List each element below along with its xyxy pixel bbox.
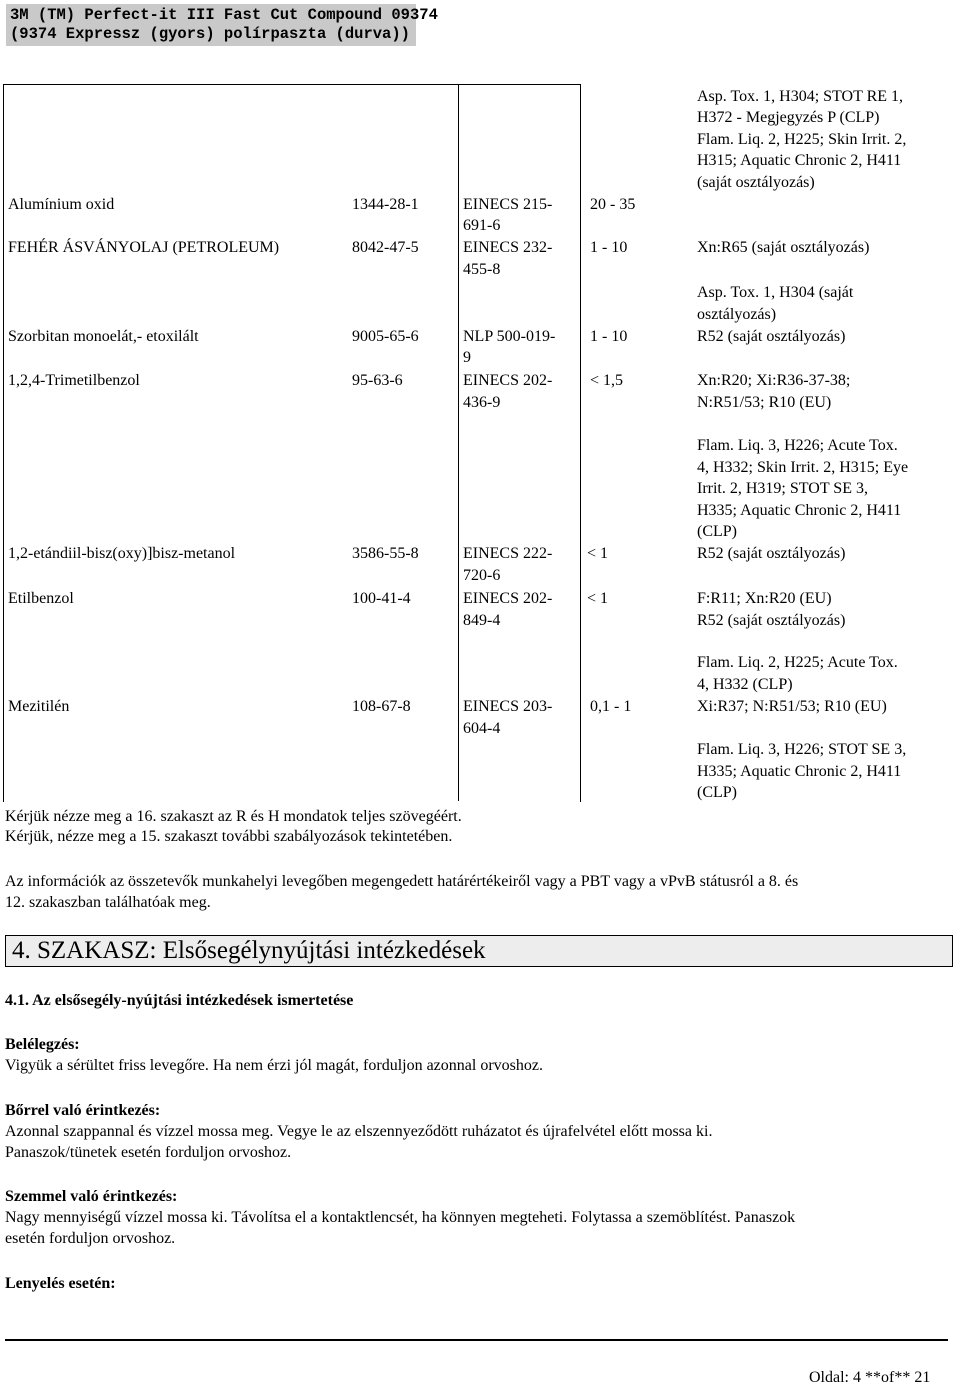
classification: Asp. Tox. 1, H304 (saját bbox=[697, 284, 854, 301]
classification: H335; Aquatic Chronic 2, H411 bbox=[697, 763, 902, 780]
classification: Xn:R20; Xi:R36-37-38; bbox=[697, 372, 851, 389]
note-regulations: Kérjük, nézze meg a 15. szakaszt további szabályozások tekintetében. bbox=[5, 828, 453, 845]
note-r-h-phrases: Kérjük nézze meg a 16. szakaszt az R és H mondatok teljes szövegéért. bbox=[5, 808, 462, 825]
ingredient-name: Etilbenzol bbox=[8, 590, 74, 607]
ec-number: EINECS 203- bbox=[463, 698, 553, 715]
classification: Xn:R65 (saját osztályozás) bbox=[697, 239, 870, 256]
cas-number: 95-63-6 bbox=[352, 372, 403, 389]
ec-number-cont: 604-4 bbox=[463, 720, 501, 737]
document-header bbox=[6, 4, 438, 46]
cas-number: 100-41-4 bbox=[352, 590, 411, 607]
ingestion-heading: Lenyelés esetén: bbox=[5, 1275, 116, 1292]
concentration: < 1 bbox=[587, 545, 609, 562]
ingredient-name: FEHÉR ÁSVÁNYOLAJ (PETROLEUM) bbox=[8, 239, 280, 256]
ec-number-cont: 849-4 bbox=[463, 612, 501, 629]
product-title: 3M (TM) Perfect-it III Fast Cut Compound 09374 bbox=[10, 6, 438, 24]
ec-number-cont: 691-6 bbox=[463, 217, 501, 234]
concentration: 20 - 35 bbox=[590, 196, 636, 213]
classification: R52 (saját osztályozás) bbox=[697, 328, 846, 345]
concentration: 0,1 - 1 bbox=[590, 698, 632, 715]
ec-number: EINECS 222- bbox=[463, 545, 553, 562]
classification: 4, H332 (CLP) bbox=[697, 676, 793, 693]
ec-number: EINECS 202- bbox=[463, 372, 553, 389]
page-number: Oldal: 4 **of** 21 bbox=[809, 1369, 931, 1386]
ec-number: EINECS 202- bbox=[463, 590, 553, 607]
eye-contact-text: Nagy mennyiségű vízzel mossa ki. Távolítsa el a kontaktlencsét, ha könnyen megteheti. Folytassa a szemöblítést. Panaszok bbox=[5, 1209, 796, 1226]
skin-contact-heading: Bőrrel való érintkezés: bbox=[5, 1102, 161, 1119]
classification-top-4: H315; Aquatic Chronic 2, H411 bbox=[697, 152, 902, 169]
column-divider bbox=[458, 84, 459, 801]
eye-contact-text-cont: esetén forduljon orvoshoz. bbox=[5, 1230, 176, 1247]
composition-table-frame bbox=[3, 84, 581, 802]
classification: Flam. Liq. 2, H225; Acute Tox. bbox=[697, 654, 898, 671]
ingredient-name: 1,2,4-Trimetilbenzol bbox=[8, 372, 140, 389]
ingredient-name: 1,2-etándiil-bisz(oxy)]bisz-metanol bbox=[8, 545, 236, 562]
classification: Irrit. 2, H319; STOT SE 3, bbox=[697, 480, 868, 497]
classification: R52 (saját osztályozás) bbox=[697, 612, 846, 629]
classification: N:R51/53; R10 (EU) bbox=[697, 394, 832, 411]
ingredient-name: Mezitilén bbox=[8, 698, 70, 715]
classification: Flam. Liq. 3, H226; Acute Tox. bbox=[697, 437, 898, 454]
classification: (CLP) bbox=[697, 784, 737, 801]
product-subtitle: (9374 Expressz (gyors) polírpaszta (durva)) bbox=[10, 25, 410, 43]
section-4-heading: 4. SZAKASZ: Elsősegélynyújtási intézkedések bbox=[5, 935, 953, 967]
eye-contact-heading: Szemmel való érintkezés: bbox=[5, 1188, 178, 1205]
ec-number: NLP 500-019- bbox=[463, 328, 556, 345]
cas-number: 108-67-8 bbox=[352, 698, 411, 715]
skin-contact-text-cont: Panaszok/tünetek esetén forduljon orvoshoz. bbox=[5, 1144, 292, 1161]
classification-top-2: H372 - Megjegyzés P (CLP) bbox=[697, 109, 880, 126]
classification: (CLP) bbox=[697, 523, 737, 540]
cas-number: 1344-28-1 bbox=[352, 196, 419, 213]
info-text: Az információk az összetevők munkahelyi levegőben megengedett határértékeiről vagy a PBT vagy a vPvB státusról a 8. és bbox=[5, 873, 799, 890]
classification: 4, H332; Skin Irrit. 2, H315; Eye bbox=[697, 459, 909, 476]
concentration: < 1,5 bbox=[590, 372, 624, 389]
classification-top-5: (saját osztályozás) bbox=[697, 174, 815, 191]
classification: Flam. Liq. 3, H226; STOT SE 3, bbox=[697, 741, 907, 758]
classification: osztályozás) bbox=[697, 306, 777, 323]
classification-top-1: Asp. Tox. 1, H304; STOT RE 1, bbox=[697, 88, 904, 105]
cas-number: 3586-55-8 bbox=[352, 545, 419, 562]
concentration: 1 - 10 bbox=[590, 239, 628, 256]
ec-number-cont: 455-8 bbox=[463, 261, 501, 278]
ingredient-name: Szorbitan monoelát,- etoxilált bbox=[8, 328, 199, 345]
info-text-cont: 12. szakaszban találhatóak meg. bbox=[5, 894, 211, 911]
inhalation-heading: Belélegzés: bbox=[5, 1036, 80, 1053]
cas-number: 9005-65-6 bbox=[352, 328, 419, 345]
footer-rule bbox=[5, 1339, 948, 1341]
ec-number-cont: 436-9 bbox=[463, 394, 501, 411]
classification: Xi:R37; N:R51/53; R10 (EU) bbox=[697, 698, 887, 715]
ec-number: EINECS 215- bbox=[463, 196, 553, 213]
ec-number-cont: 720-6 bbox=[463, 567, 501, 584]
ingredient-name: Alumínium oxid bbox=[8, 196, 115, 213]
skin-contact-text: Azonnal szappannal és vízzel mossa meg. Vegye le az elszennyeződött ruházatot és újrafelvétel előtt mossa ki. bbox=[5, 1123, 713, 1140]
subsection-4-1-title: 4.1. Az elsősegély-nyújtási intézkedések ismertetése bbox=[5, 992, 354, 1009]
ec-number-cont: 9 bbox=[463, 349, 471, 366]
concentration: 1 - 10 bbox=[590, 328, 628, 345]
classification: F:R11; Xn:R20 (EU) bbox=[697, 590, 832, 607]
classification: R52 (saját osztályozás) bbox=[697, 545, 846, 562]
cas-number: 8042-47-5 bbox=[352, 239, 419, 256]
inhalation-text: Vigyük a sérültet friss levegőre. Ha nem érzi jól magát, forduljon azonnal orvoshoz. bbox=[5, 1057, 543, 1074]
classification: H335; Aquatic Chronic 2, H411 bbox=[697, 502, 902, 519]
classification-top-3: Flam. Liq. 2, H225; Skin Irrit. 2, bbox=[697, 131, 907, 148]
ec-number: EINECS 232- bbox=[463, 239, 553, 256]
concentration: < 1 bbox=[587, 590, 609, 607]
